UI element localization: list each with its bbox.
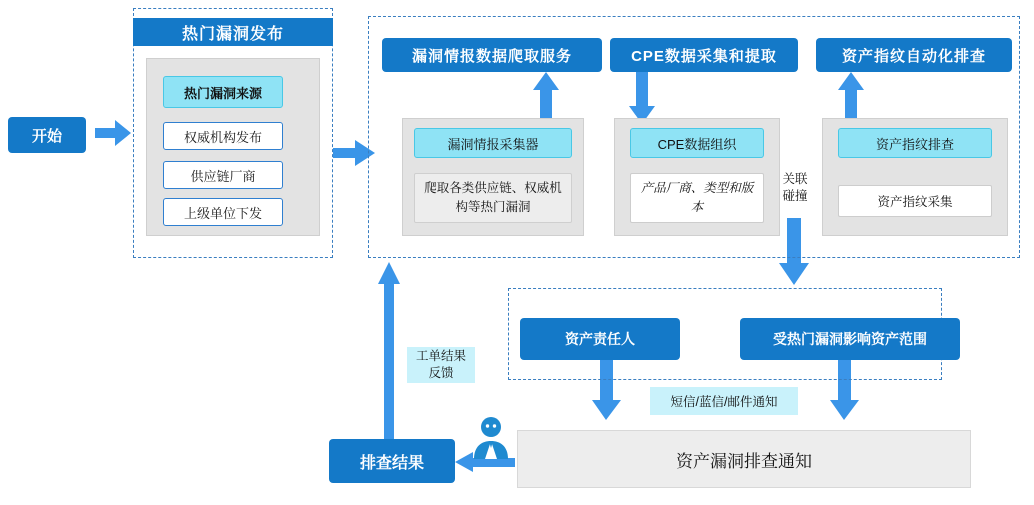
collect-column-2-item-1[interactable] [838,185,992,217]
person-avatar-icon [470,415,512,461]
collect-column-2-item-1-label: 资产指纹采集 [877,195,953,209]
source-item-1[interactable] [163,122,283,150]
collect-column-1-item-1-label: 产品厂商、类型和版本 [640,181,754,214]
result-label: 排查结果 [359,454,424,472]
collect-column-1-item-1[interactable] [630,173,764,223]
collect-column-2-title [816,38,1012,72]
result-node[interactable] [329,439,455,483]
collect-column-2-title-text: 资产指纹自动化排查 [841,47,986,65]
source-item-1-label: 权威机构发布 [183,129,262,145]
owner-node[interactable] [520,318,680,360]
source-item-0[interactable] [163,76,283,108]
arrow-feedback-up [378,262,402,450]
collect-column-1-title [610,38,798,72]
feedback-text: 工单结果反馈 [415,349,466,380]
feedback-label [407,347,475,383]
start-node[interactable] [8,117,86,153]
collect-column-0-title-text: 漏洞情报数据爬取服务 [411,47,572,65]
notify-channel-label [650,387,798,415]
collect-column-2-item-0-label: 资产指纹排查 [875,136,954,152]
collect-column-1-item-0-label: CPE数据组织 [657,136,737,152]
scope-label: 受热门漏洞影响资产范围 [773,331,927,347]
source-item-0-label: 热门漏洞来源 [183,85,262,101]
collect-column-0-item-0-label: 漏洞情报采集器 [447,136,539,152]
notice-label: 资产漏洞排查通知 [676,451,812,471]
notice-node[interactable] [517,430,971,488]
collect-column-1-item-0[interactable] [630,128,764,158]
collect-column-0-title [382,38,602,72]
collect-column-1-title-text: CPE数据采集和提取 [631,47,777,65]
start-label: 开始 [31,127,62,145]
collect-column-0-item-0[interactable] [414,128,572,158]
source-item-3-label: 上级单位下发 [183,205,262,221]
collect-column-2-item-0[interactable] [838,128,992,158]
arrow-start-to-source [95,120,135,150]
collide-label-text: 关联碰撞 [782,172,808,203]
collect-column-0-item-1[interactable] [414,173,572,223]
owner-label: 资产责任人 [565,331,635,347]
source-group-title [133,18,333,46]
source-item-3[interactable] [163,198,283,226]
scope-node[interactable] [740,318,960,360]
source-item-2-label: 供应链厂商 [190,168,256,184]
notify-channel-text: 短信/蓝信/邮件通知 [670,395,778,409]
collect-column-0-item-1-label: 爬取各类供应链、权威机构等热门漏洞 [424,181,562,214]
collide-label [772,168,818,208]
source-group-title-text: 热门漏洞发布 [181,25,284,43]
source-item-2[interactable] [163,161,283,189]
